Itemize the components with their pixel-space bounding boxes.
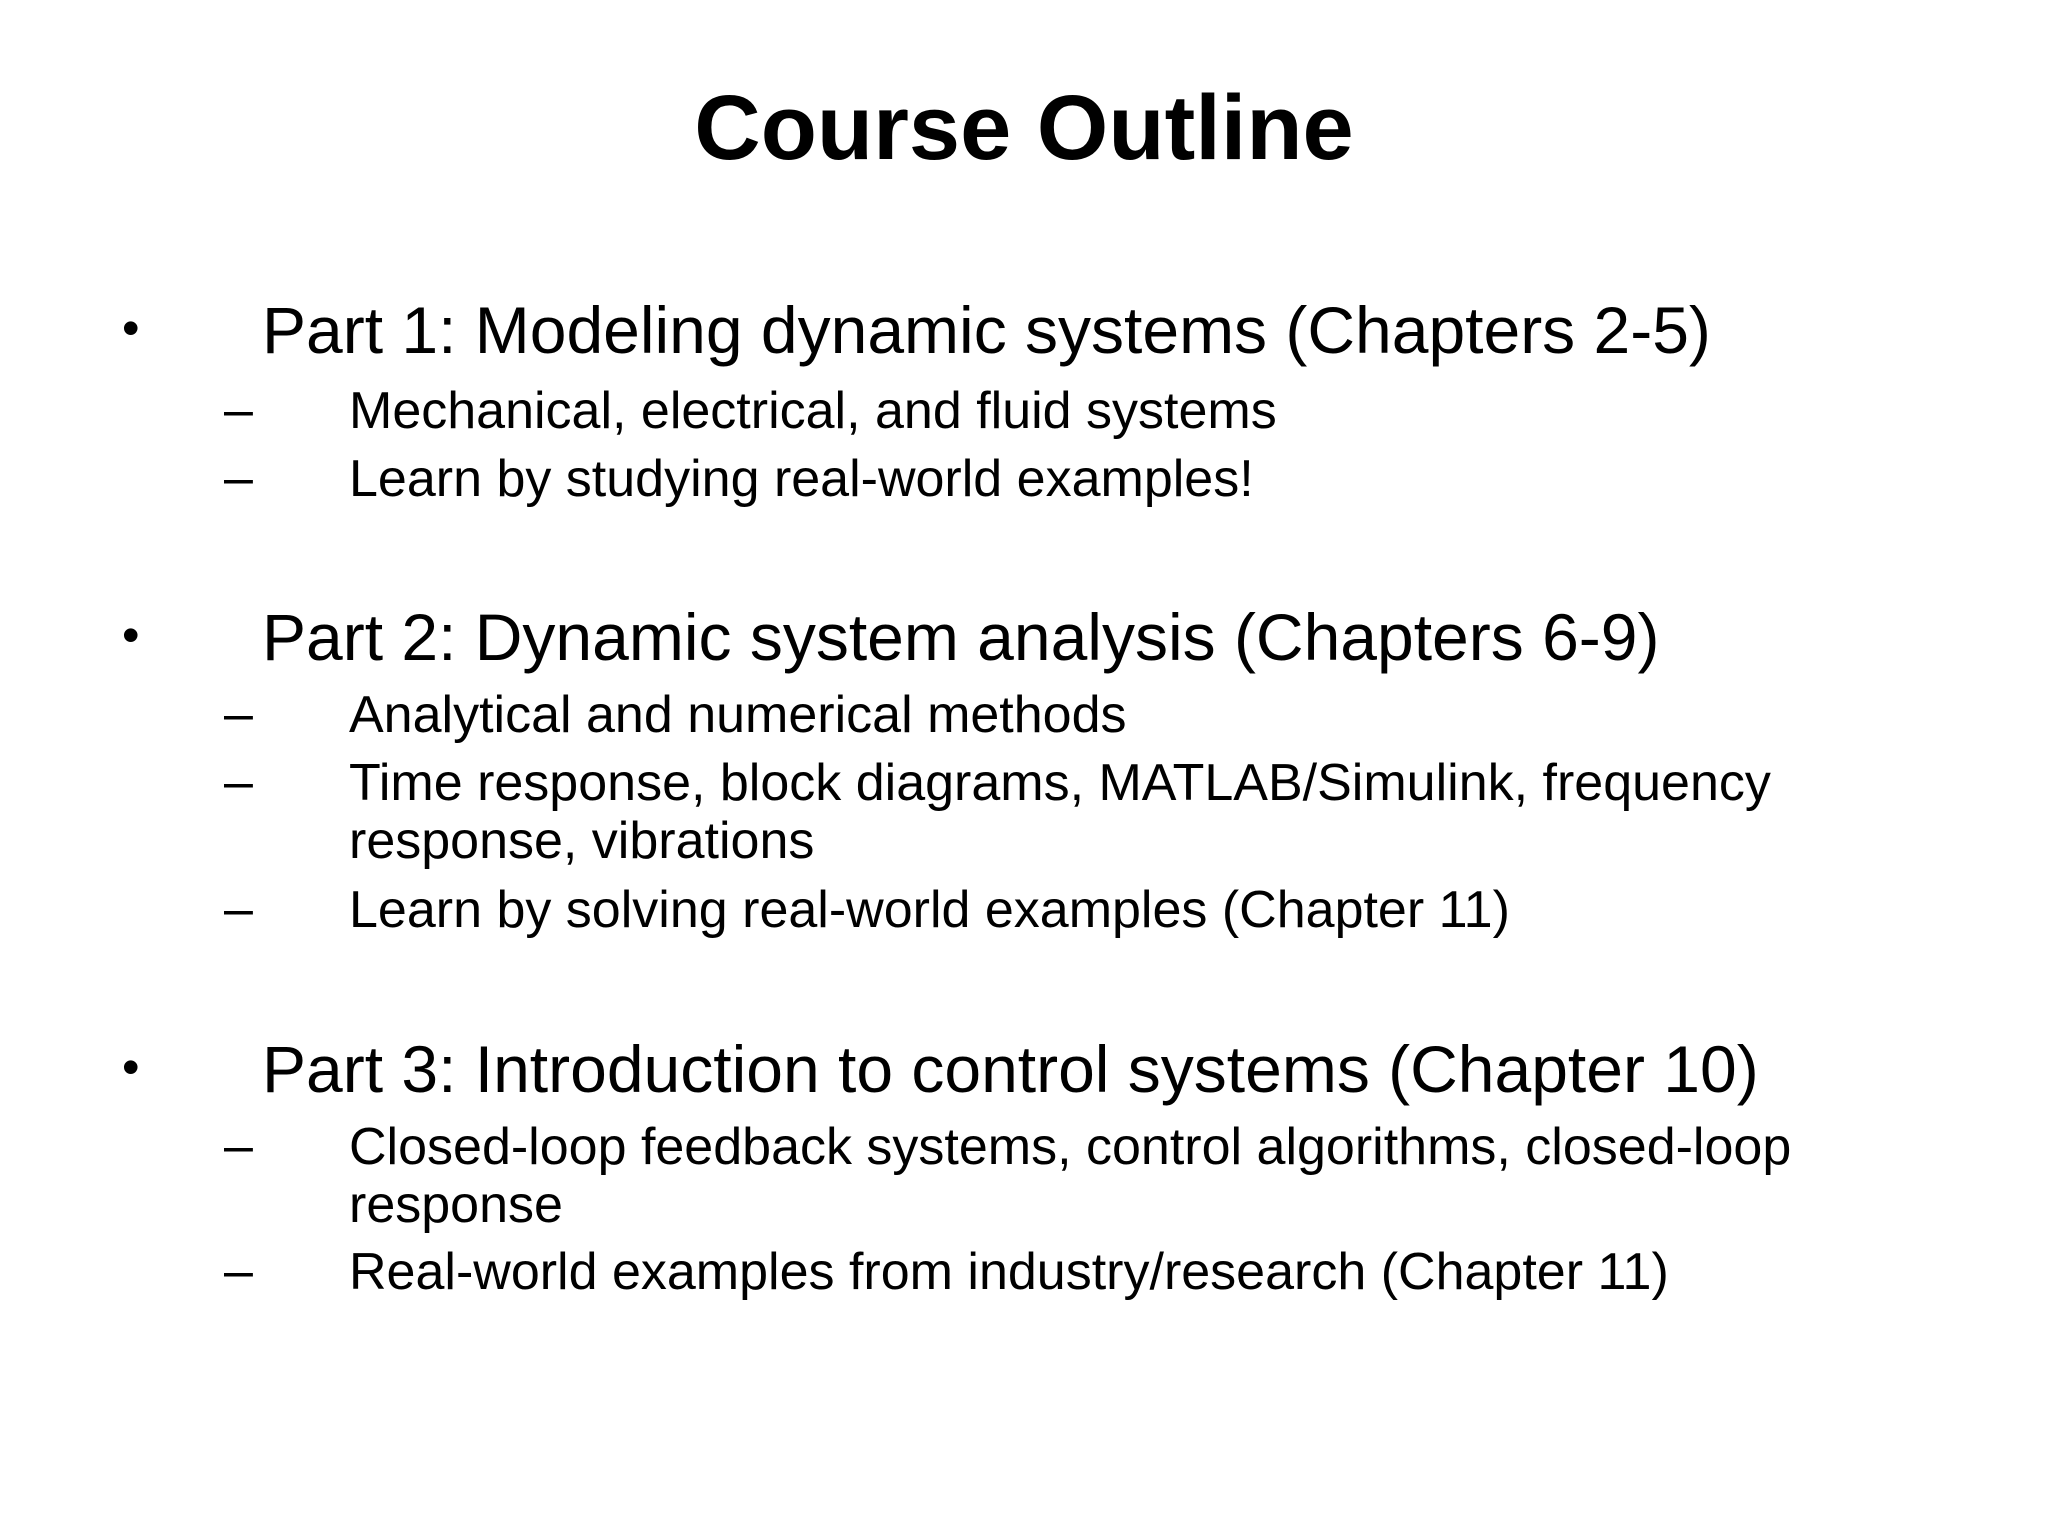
bullet-part-1: • [122, 300, 140, 356]
part-1-item-1: Mechanical, electrical, and fluid systems [349, 382, 1277, 440]
bullet-part-3: • [122, 1039, 140, 1095]
dash-part-2-item-1: – [224, 685, 253, 743]
dash-part-1-item-1: – [224, 381, 253, 439]
part-2-item-1: Analytical and numerical methods [349, 686, 1127, 744]
dash-part-2-item-2: – [224, 753, 253, 811]
dash-part-2-item-3: – [224, 880, 253, 938]
dash-part-1-item-2: – [224, 449, 253, 507]
dash-part-3-item-2: – [224, 1242, 253, 1300]
part-2-heading: Part 2: Dynamic system analysis (Chapters 6-9) [262, 600, 1660, 674]
slide-title: Course Outline [694, 77, 1354, 179]
part-1-item-2: Learn by studying real-world examples! [349, 450, 1254, 508]
part-1-heading: Part 1: Modeling dynamic systems (Chapters 2-5) [262, 293, 1711, 367]
part-3-item-2: Real-world examples from industry/research (Chapter 11) [349, 1243, 1669, 1301]
dash-part-3-item-1: – [224, 1117, 253, 1175]
part-3-item-1: Closed-loop feedback systems, control algorithms, closed-loop response [349, 1118, 1792, 1234]
part-2-item-2: Time response, block diagrams, MATLAB/Simulink, frequency response, vibrations [349, 754, 1771, 870]
part-3-heading: Part 3: Introduction to control systems (Chapter 10) [262, 1032, 1759, 1106]
bullet-part-2: • [122, 607, 140, 663]
part-2-item-3: Learn by solving real-world examples (Chapter 11) [349, 881, 1510, 939]
